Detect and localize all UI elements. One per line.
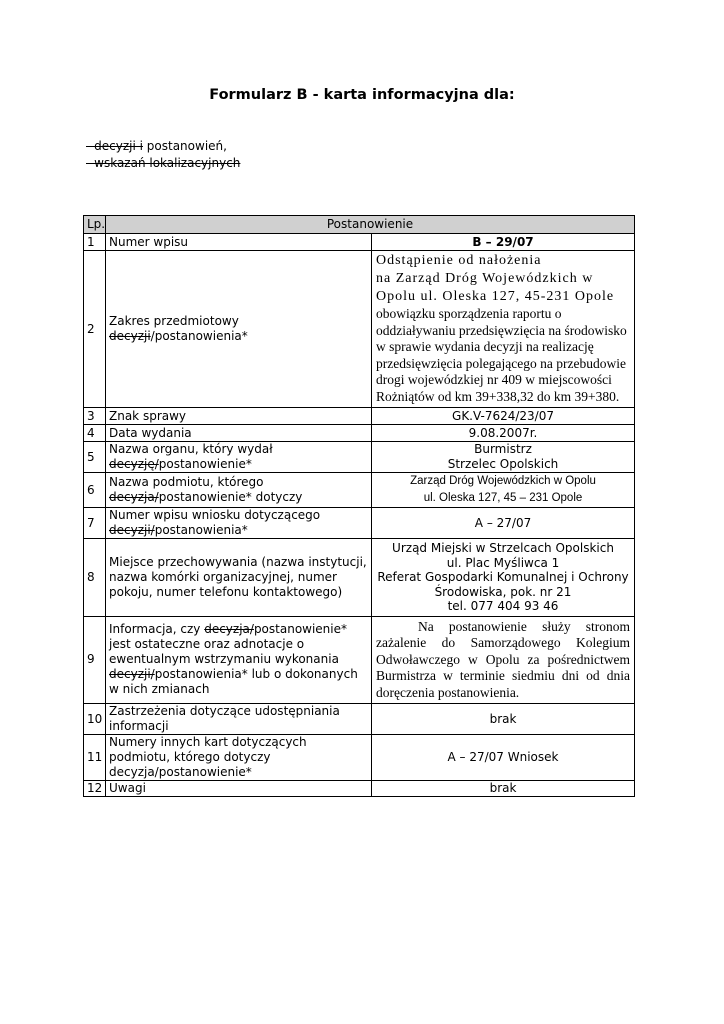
struck-text: decyzji/ xyxy=(109,523,155,537)
header-document-type: Postanowienie xyxy=(106,216,635,234)
row-value: A – 27/07 Wniosek xyxy=(372,735,635,781)
row-number: 5 xyxy=(84,442,106,473)
row-label xyxy=(106,442,372,473)
row-label: Numery innych kart dotyczących podmiotu, którego dotyczy decyzja/postanowienie* xyxy=(106,735,372,781)
struck-text: decyzji/ xyxy=(109,667,155,682)
row-number: 2 xyxy=(84,251,106,408)
row-label: Znak sprawy xyxy=(106,408,372,425)
value-line: ul. Plac Myśliwca 1 xyxy=(446,555,560,570)
value-line: ul. Oleska 127, 45 – 231 Opole xyxy=(423,492,583,504)
struck-text: decyzję/ xyxy=(109,457,159,471)
row-label-line: Numer wpisu wniosku dotyczącego xyxy=(109,508,321,522)
table-row xyxy=(84,508,635,539)
row-value xyxy=(372,251,635,408)
document-scope-list xyxy=(86,138,240,172)
row-label-line: Nazwa podmiotu, którego xyxy=(109,475,264,489)
row-number: 4 xyxy=(84,425,106,442)
label-text: postanowienia* lub o dokonanych w nich zmianach xyxy=(109,667,358,697)
row-label: Data wydania xyxy=(106,425,372,442)
table-row xyxy=(84,735,635,781)
row-number: 3 xyxy=(84,408,106,425)
row-label-line xyxy=(109,329,368,344)
row-number: 1 xyxy=(84,234,106,251)
label-text: postanowienie* dotyczy xyxy=(158,490,303,504)
row-value: brak xyxy=(372,704,635,735)
value-heading-line: Odstąpienie od nałożenia xyxy=(376,253,542,268)
row-number: 12 xyxy=(84,781,106,797)
row-label xyxy=(106,251,372,408)
row-label xyxy=(106,616,372,704)
row-number: 7 xyxy=(84,508,106,539)
row-value xyxy=(372,473,635,508)
label-text: postanowienie* jest ostateczne oraz adnotacje o ewentualnym wstrzymaniu wykonania xyxy=(109,622,348,667)
row-label-line xyxy=(109,523,368,538)
row-value xyxy=(372,442,635,473)
table-row xyxy=(84,781,635,797)
label-text: /postanowienia* xyxy=(150,329,248,343)
value-line: Urząd Miejski w Strzelcach Opolskich xyxy=(392,541,614,555)
table-row xyxy=(84,704,635,735)
row-number: 11 xyxy=(84,735,106,781)
table-row xyxy=(84,539,635,617)
row-number: 8 xyxy=(84,539,106,617)
row-value: GK.V-7624/23/07 xyxy=(372,408,635,425)
row-number: 10 xyxy=(84,704,106,735)
value-body: obowiązku sporządzenia raportu o oddziaływaniu przedsięwzięcia na środowisko w sprawie wydania decyzji na realizację przedsięwzięcia polegającego na przebudowie drogi wojewódzkiej nr 409 w miejscowości Rożniątów od km 39+338,32 do km 39+380. xyxy=(376,306,627,404)
row-label-line xyxy=(109,490,368,505)
scope-item-decisions-struck: - decyzji i xyxy=(86,139,143,153)
struck-text: decyzji xyxy=(109,329,151,343)
row-number: 6 xyxy=(84,473,106,508)
value-heading-line: na Zarząd Dróg Wojewódzkich w Opolu ul. Oleska 127, 45-231 Opole xyxy=(376,271,615,304)
row-value: 9.08.2007r. xyxy=(372,425,635,442)
row-label: Numer wpisu xyxy=(106,234,372,251)
row-label: Uwagi xyxy=(106,781,372,797)
value-line: Burmistrz xyxy=(474,442,532,456)
struck-text: decyzja/ xyxy=(204,622,254,637)
row-label-line xyxy=(109,457,368,472)
label-text: postanowienie* xyxy=(158,457,252,471)
document-title: Formularz B - karta informacyjna dla: xyxy=(209,87,515,103)
scope-item-location-struck: - wskazań lokalizacyjnych xyxy=(86,156,241,170)
row-label xyxy=(106,473,372,508)
scope-item-decisions-rest: postanowień, xyxy=(142,139,227,153)
row-label-line: Zakres przedmiotowy xyxy=(109,314,239,328)
table-row xyxy=(84,425,635,442)
row-number: 9 xyxy=(84,616,106,704)
table-row xyxy=(84,408,635,425)
value-line: tel. 077 404 93 46 xyxy=(447,599,559,613)
row-value: brak xyxy=(372,781,635,797)
struck-text: decyzja/ xyxy=(109,490,159,504)
label-text: postanowienia* xyxy=(154,523,248,537)
row-value: B – 29/07 xyxy=(372,234,635,251)
table-row xyxy=(84,234,635,251)
table-row xyxy=(84,616,635,704)
table-row xyxy=(84,473,635,508)
row-value: Na postanowienie służy stronom zażalenie do Samorządowego Kolegium Odwoławczego w Opolu za pośrednictwem Burmistrza w terminie siedmiu dni od dnia doręczenia postanowienia. xyxy=(372,616,635,704)
header-lp: Lp. xyxy=(84,216,106,234)
row-label: Zastrzeżenia dotyczące udostępniania informacji xyxy=(106,704,372,735)
value-line: Środowiska, pok. nr 21 xyxy=(434,584,572,599)
row-value xyxy=(372,539,635,617)
information-card-table xyxy=(83,215,635,797)
table-row xyxy=(84,251,635,408)
value-line: Strzelec Opolskich xyxy=(447,457,559,471)
row-label-line: Nazwa organu, który wydał xyxy=(109,442,273,456)
label-text: Informacja, czy xyxy=(109,622,205,637)
row-value: A – 27/07 xyxy=(372,508,635,539)
row-label: Miejsce przechowywania (nazwa instytucji, nazwa komórki organizacyjnej, numer pokoju, numer telefonu kontaktowego) xyxy=(106,539,372,617)
scope-item-location xyxy=(86,155,240,172)
scope-item-decisions xyxy=(86,138,240,155)
table-header-row xyxy=(84,216,635,234)
row-label xyxy=(106,508,372,539)
value-line: Referat Gospodarki Komunalnej i Ochrony xyxy=(377,570,629,584)
value-line: Zarząd Dróg Wojewódzkich w Opolu xyxy=(410,475,596,487)
table-row xyxy=(84,442,635,473)
